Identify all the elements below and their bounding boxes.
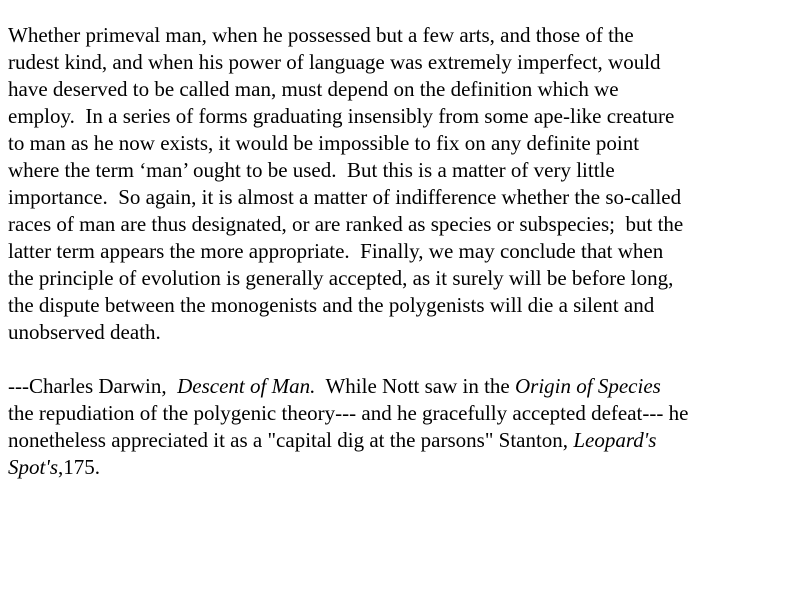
quote-line: rudest kind, and when his power of language was extremely imperfect, would bbox=[8, 50, 661, 74]
quote-line: the dispute between the monogenists and the polygenists will die a silent and bbox=[8, 293, 655, 317]
attribution-line: the repudiation of the polygenic theory--- and he gracefully accepted defeat--- he bbox=[8, 401, 689, 425]
paragraph-spacer bbox=[8, 346, 798, 373]
attribution-paragraph bbox=[8, 373, 798, 481]
attribution-text: nonetheless appreciated it as a "capital dig at the parsons" Stanton, bbox=[8, 428, 574, 452]
quote-line: unobserved death. bbox=[8, 320, 161, 344]
quote-line: to man as he now exists, it would be impossible to fix on any definite point bbox=[8, 131, 640, 155]
quote-line: races of man are thus designated, or are ranked as species or subspecies; but the bbox=[8, 212, 684, 236]
quote-line: importance. So again, it is almost a matter of indifference whether the so-called bbox=[8, 185, 682, 209]
book-title-origin-of-species: Origin of Species bbox=[515, 374, 661, 398]
attribution-line bbox=[8, 454, 798, 481]
quote-line: have deserved to be called man, must depend on the definition which we bbox=[8, 77, 619, 101]
attribution-text: While Nott saw in the bbox=[315, 374, 515, 398]
attribution-line bbox=[8, 427, 798, 454]
book-title-leopards-spots-cont: Spot's bbox=[8, 455, 58, 479]
book-title-descent-of-man: Descent of Man. bbox=[177, 374, 316, 398]
attribution-author: ---Charles Darwin, bbox=[8, 374, 178, 398]
attribution-line bbox=[8, 373, 798, 400]
quote-line: Whether primeval man, when he possessed but a few arts, and those of the bbox=[8, 23, 634, 47]
page-reference: ,175. bbox=[58, 455, 100, 479]
book-title-leopards-spots: Leopard's bbox=[573, 428, 657, 452]
quote-line: where the term ‘man’ ought to be used. But this is a matter of very little bbox=[8, 158, 615, 182]
quote-line: the principle of evolution is generally accepted, as it surely will be before long, bbox=[8, 266, 674, 290]
quote-line: latter term appears the more appropriate. Finally, we may conclude that when bbox=[8, 239, 664, 263]
quote-line: employ. In a series of forms graduating insensibly from some ape-like creature bbox=[8, 104, 675, 128]
document-page bbox=[8, 22, 798, 481]
quote-paragraph bbox=[8, 22, 798, 346]
